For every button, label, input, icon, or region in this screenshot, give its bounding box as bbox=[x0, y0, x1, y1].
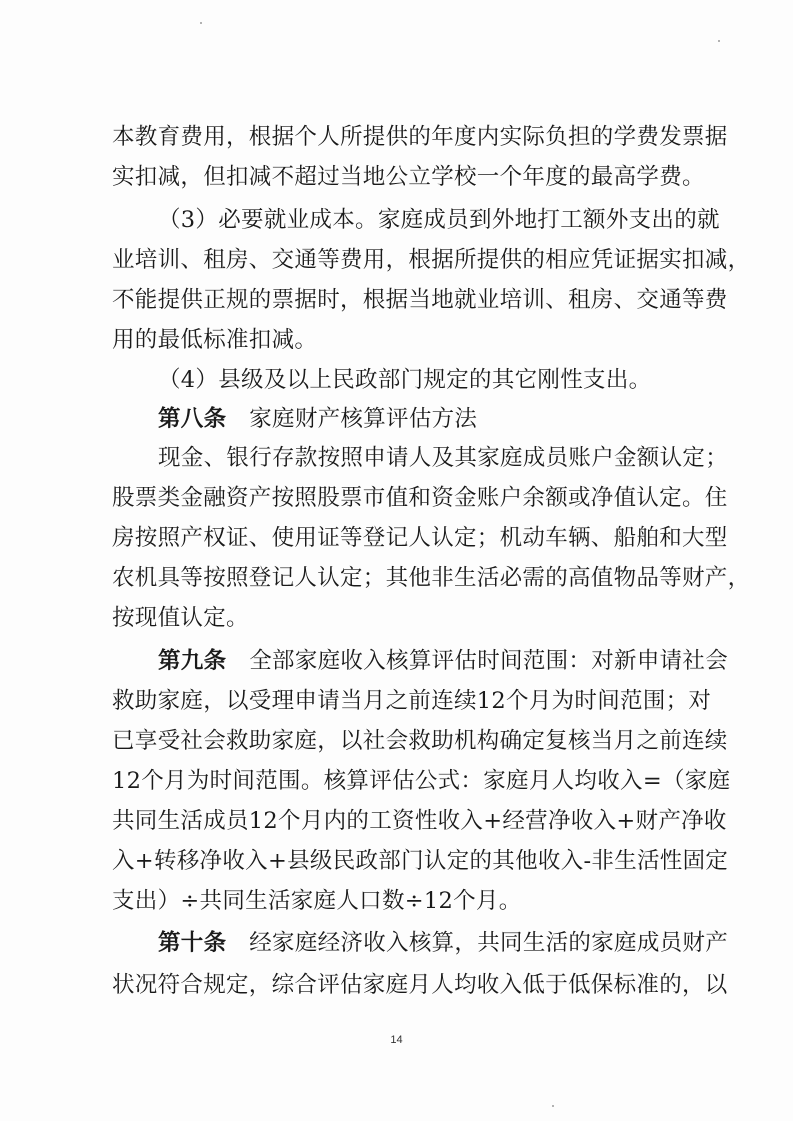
body-line: 12个月为时间范围。核算评估公式：家庭月人均收入=（家庭 bbox=[112, 768, 731, 794]
body-line: 本教育费用，根据个人所提供的年度内实际负担的学费发票据 bbox=[112, 124, 728, 150]
article-heading: 第九条 bbox=[158, 648, 227, 674]
article-9-line bbox=[158, 646, 738, 676]
article-heading: 第八条 bbox=[158, 406, 227, 432]
body-line: 支出）÷共同生活家庭人口数÷12个月。 bbox=[112, 888, 522, 914]
article-text: 经家庭经济收入核算，共同生活的家庭成员财产 bbox=[249, 930, 729, 956]
article-8-line bbox=[158, 404, 738, 434]
scan-speck bbox=[718, 40, 720, 42]
body-line: 股票类金融资产按照股票市值和资金账户余额或净值认定。住 bbox=[112, 485, 728, 511]
body-line: 实扣减，但扣减不超过当地公立学校一个年度的最高学费。 bbox=[112, 164, 705, 190]
body-line: 农机具等按照登记人认定；其他非生活必需的高值物品等财产， bbox=[112, 565, 751, 591]
body-line: 救助家庭，以受理申请当月之前连续12个月为时间范围；对 bbox=[112, 688, 712, 714]
body-line: 状况符合规定，综合评估家庭月人均收入低于低保标准的，以 bbox=[112, 972, 728, 998]
scan-speck bbox=[200, 22, 202, 24]
body-line: 已享受社会救助家庭，以社会救助机构确定复核当月之前连续 bbox=[112, 728, 728, 754]
body-line: 入+转移净收入+县级民政部门认定的其他收入-非生活性固定 bbox=[112, 848, 729, 874]
body-line: 用的最低标准扣减。 bbox=[112, 327, 318, 353]
body-line: 房按照产权证、使用证等登记人认定；机动车辆、船舶和大型 bbox=[112, 525, 728, 551]
article-heading: 第十条 bbox=[158, 930, 227, 956]
list-item-4: （4）县级及以上民政部门规定的其它刚性支出。 bbox=[158, 367, 652, 393]
article-text: 全部家庭收入核算评估时间范围：对新申请社会 bbox=[249, 648, 729, 674]
article-title: 家庭财产核算评估方法 bbox=[249, 406, 478, 432]
body-line: 业培训、租房、交通等费用，根据所提供的相应凭证据实扣减， bbox=[112, 247, 751, 273]
list-item-3: （3）必要就业成本。家庭成员到外地打工额外支出的就 bbox=[158, 207, 720, 233]
page-number: 14 bbox=[390, 1034, 403, 1046]
body-line: 共同生活成员12个月内的工资性收入+经营净收入+财产净收 bbox=[112, 808, 727, 834]
scan-speck bbox=[552, 1105, 554, 1107]
body-line: 不能提供正规的票据时，根据当地就业培训、租房、交通等费 bbox=[112, 287, 728, 313]
body-line: 现金、银行存款按照申请人及其家庭成员账户金额认定； bbox=[158, 445, 729, 471]
article-10-line bbox=[158, 928, 738, 958]
body-line: 按现值认定。 bbox=[112, 605, 249, 631]
